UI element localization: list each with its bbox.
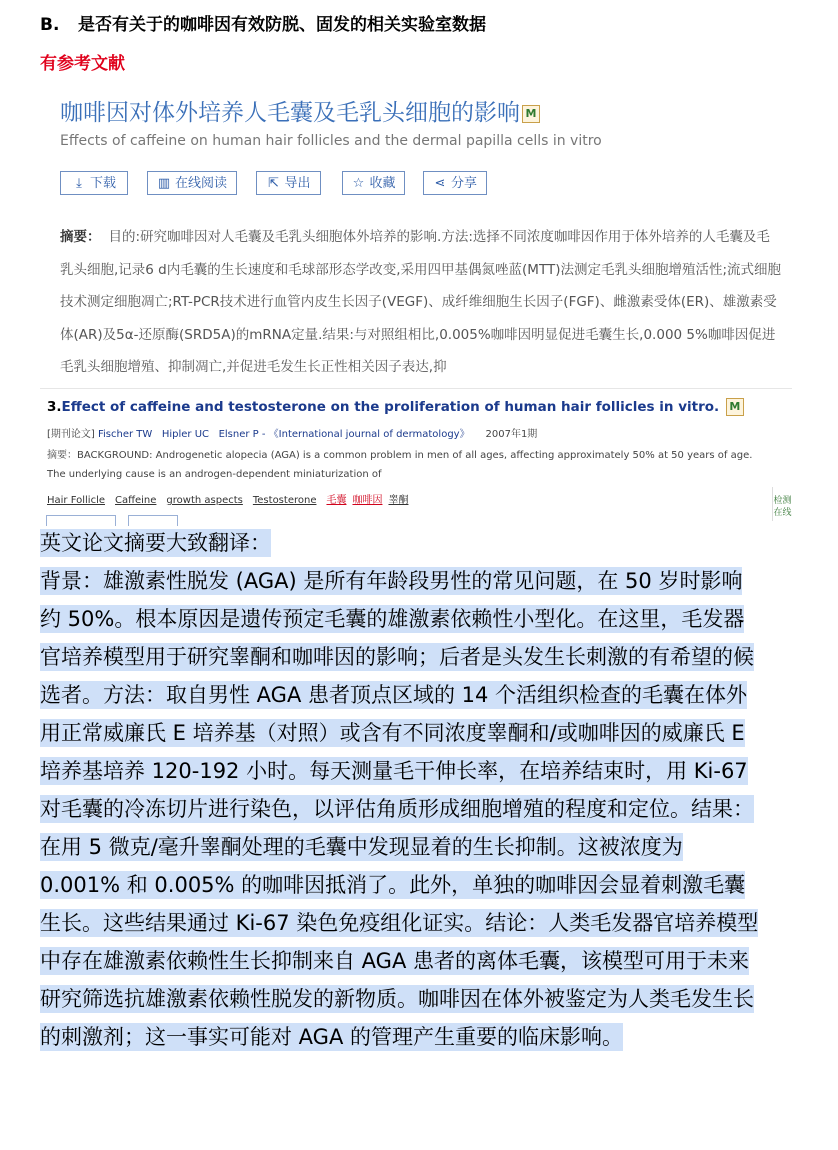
export-icon: ⇱ — [268, 176, 279, 191]
result-type: [期刊论文] — [47, 429, 95, 440]
book-icon: ▥ — [157, 176, 171, 191]
reference-heading: 有参考文献 — [40, 54, 125, 74]
share-button[interactable] — [423, 171, 487, 195]
author-link[interactable]: Hipler UC — [161, 429, 210, 440]
download-button[interactable] — [60, 171, 128, 195]
read-online-button[interactable] — [147, 171, 237, 195]
keyword-link[interactable]: Caffeine — [115, 495, 157, 506]
export-label: 导出 — [284, 176, 311, 191]
translation-heading: 英文论文摘要大致翻译： — [40, 531, 271, 555]
share-label: 分享 — [450, 176, 477, 191]
favorite-button[interactable] — [342, 171, 405, 195]
journal-link[interactable]: - 《International journal of dermatology》 — [261, 429, 470, 440]
keyword-link-cn[interactable]: 睾酮 — [388, 495, 409, 506]
download-icon: ⤓ — [76, 176, 82, 191]
article-screenshot-cnki — [40, 80, 792, 380]
keyword-link-cn[interactable]: 咖啡因 — [352, 495, 383, 506]
read-online-label: 在线阅读 — [174, 176, 227, 191]
abstract-text: 目的:研究咖啡因对人毛囊及毛乳头细胞体外培养的影响.方法:选择不同浓度咖啡因作用于体外培养的人毛囊及毛乳头细胞,记录6 d内毛囊的生长速度和毛球部形态学改变,采用四甲基偶氮唑蓝(MTT)法测定毛乳头细胞增殖活性;流式细胞技术测定细胞凋亡;RT-PCR技术进行血管内皮生长因子(VEGF)、成纤维细胞生长因子(FGF)、雌激素受体(ER)、雄激素受体(AR)及5α-还原酶(SRD5A)的mRNA定量.结果:与对照组相比,0.005%咖啡因明显促进毛囊生长,0.000 5%咖啡因促进毛乳头细胞增殖、抑制凋亡,并促进毛发生长正性相关因子表达,抑 — [60, 229, 782, 375]
keyword-link[interactable]: growth aspects — [166, 495, 243, 506]
keyword-list — [47, 491, 418, 506]
download-label: 下载 — [89, 176, 116, 191]
m-badge-icon: M — [726, 398, 744, 416]
translation-block — [40, 524, 760, 1056]
article-abstract — [60, 221, 782, 384]
keyword-link[interactable]: Testosterone — [252, 495, 317, 506]
article-screenshot-search-result — [40, 388, 792, 521]
question-line — [40, 10, 486, 35]
article-title[interactable] — [60, 94, 540, 127]
result-meta — [47, 425, 537, 440]
translation-body: 背景：雄激素性脱发 (AGA) 是所有年龄段男性的常见问题，在 50 岁时影响约 50%。根本原因是遗传预定毛囊的雄激素依赖性小型化。在这里，毛发器官培养模型用于研究睾酮和咖啡因的影响；后者是头发生长刺激的有希望的候选者。方法：取自男性 AGA 患者顶点区域的 14 个活组织检查的毛囊在体外用正常威廉氏 E 培养基（对照）或含有不同浓度睾酮和/或咖啡因的威廉氏 E 培养基培养 120-192 小时。每天测量毛干伸长率，在培养结束时，用 Ki-67 对毛囊的冷冻切片进行染色，以评估角质形成细胞增殖的程度和定位。结果：在用 5 微克/毫升睾酮处理的毛囊中发现显着的生长抑制。这被浓度为 0.001% 和 0.005% 的咖啡因抵消了。此外，单独的咖啡因会显着刺激毛囊生长。这些结果通过 Ki-67 染色免疫组化证实。结论：人类毛发器官培养模型中存在雄激素依赖性生长抑制来自 AGA 患者的离体毛囊，该模型可用于未来研究筛选抗雄激素依赖性脱发的新物质。咖啡因在体外被鉴定为人类毛发生长的刺激剂；这一事实可能对 AGA 的管理产生重要的临床影响。 — [40, 569, 759, 1049]
question-label: B. — [40, 15, 60, 35]
result-title-text[interactable]: Effect of caffeine and testosterone on the proliferation of human hair follicles in vitro. — [61, 399, 720, 415]
keyword-link[interactable]: Hair Follicle — [47, 495, 105, 506]
result-abstract: 摘要：BACKGROUND: Androgenetic alopecia (AGA) is a common problem in men of all ages, affecting approximately 50% at 50 years of age. The underlying cause is an androgen-dependent miniaturization of — [47, 450, 753, 480]
result-date: 2007年1期 — [485, 429, 538, 440]
star-icon: ☆ — [352, 176, 365, 191]
export-button[interactable] — [256, 171, 321, 195]
article-title-text[interactable]: 咖啡因对体外培养人毛囊及毛乳头细胞的影响 — [60, 100, 520, 126]
m-badge-icon: M — [522, 105, 540, 123]
author-link[interactable]: Fischer TW — [98, 429, 153, 440]
share-icon: ⋖ — [434, 176, 446, 191]
keyword-link-cn[interactable]: 毛囊 — [326, 495, 347, 506]
result-title[interactable] — [47, 398, 744, 416]
author-link[interactable]: Elsner P — [218, 429, 259, 440]
question-text: 是否有关于的咖啡因有效防脱、固发的相关实验室数据 — [78, 15, 486, 35]
abstract-label: 摘要： — [60, 229, 101, 245]
side-check-tab[interactable]: 检测 在线 — [772, 487, 792, 521]
article-subtitle: Effects of caffeine on human hair follicles and the dermal papilla cells in vitro — [60, 133, 602, 149]
result-number: 3. — [47, 399, 62, 415]
favorite-label: 收藏 — [369, 176, 396, 191]
